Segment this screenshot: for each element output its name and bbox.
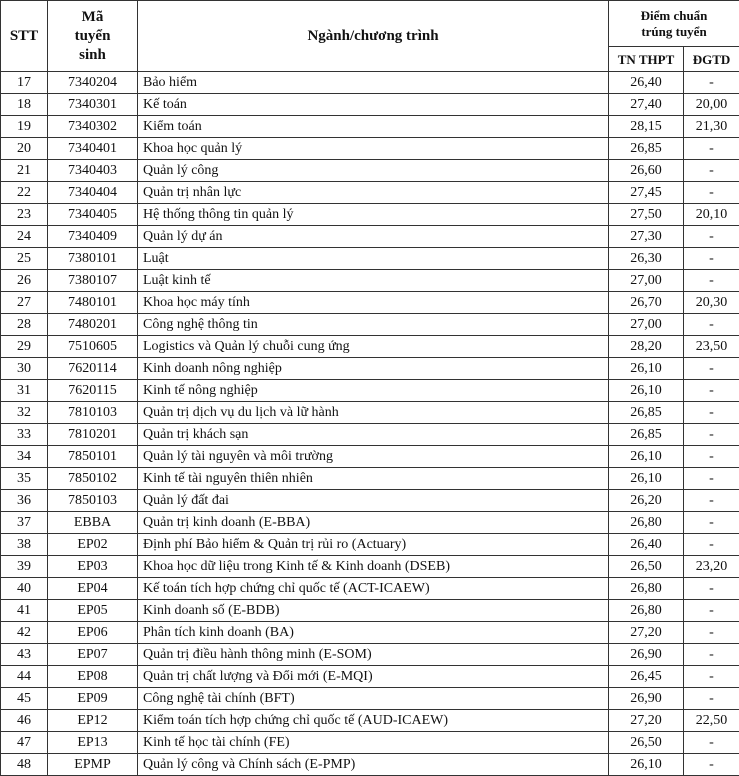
cell-nganh: Quản trị nhân lực (138, 182, 609, 204)
cell-stt: 47 (1, 732, 48, 754)
table-row (1, 116, 739, 138)
cell-dgtd: - (684, 468, 739, 490)
cell-nganh: Luật (138, 248, 609, 270)
cell-tn-thpt: 26,80 (609, 578, 684, 600)
cell-nganh: Khoa học quản lý (138, 138, 609, 160)
table-row (1, 72, 739, 94)
table-row (1, 688, 739, 710)
cell-ma-tuyen-sinh: 7380107 (48, 270, 138, 292)
table-row (1, 578, 739, 600)
cell-tn-thpt: 28,15 (609, 116, 684, 138)
cell-nganh: Kế toán (138, 94, 609, 116)
header-stt: STT (1, 1, 48, 72)
cell-ma-tuyen-sinh: EP07 (48, 644, 138, 666)
cell-ma-tuyen-sinh: EP08 (48, 666, 138, 688)
cell-stt: 41 (1, 600, 48, 622)
header-ma-line1: Mã (52, 8, 133, 27)
table-row (1, 490, 739, 512)
cell-stt: 38 (1, 534, 48, 556)
cell-nganh: Kế toán tích hợp chứng chỉ quốc tế (ACT-ICAEW) (138, 578, 609, 600)
table-row (1, 556, 739, 578)
cell-stt: 27 (1, 292, 48, 314)
table-row (1, 204, 739, 226)
cell-tn-thpt: 26,50 (609, 556, 684, 578)
table-row (1, 336, 739, 358)
cell-tn-thpt: 26,45 (609, 666, 684, 688)
header-diem-line1: Điểm chuẩn (613, 8, 735, 24)
cell-dgtd: - (684, 732, 739, 754)
table-row (1, 358, 739, 380)
cell-nganh: Kinh doanh số (E-BDB) (138, 600, 609, 622)
cell-nganh: Công nghệ tài chính (BFT) (138, 688, 609, 710)
cell-dgtd: - (684, 622, 739, 644)
cell-dgtd: 23,20 (684, 556, 739, 578)
table-body (1, 72, 739, 776)
cell-tn-thpt: 27,30 (609, 226, 684, 248)
cell-tn-thpt: 27,45 (609, 182, 684, 204)
cell-ma-tuyen-sinh: 7340401 (48, 138, 138, 160)
table-row (1, 732, 739, 754)
table-row (1, 644, 739, 666)
cell-stt: 26 (1, 270, 48, 292)
cell-nganh: Kinh tế nông nghiệp (138, 380, 609, 402)
cell-dgtd: - (684, 446, 739, 468)
cell-ma-tuyen-sinh: EPMP (48, 754, 138, 776)
table-row (1, 446, 739, 468)
table-row (1, 402, 739, 424)
cell-dgtd: 21,30 (684, 116, 739, 138)
cell-dgtd: - (684, 512, 739, 534)
cell-ma-tuyen-sinh: 7340409 (48, 226, 138, 248)
cell-dgtd: - (684, 72, 739, 94)
cell-ma-tuyen-sinh: 7480101 (48, 292, 138, 314)
cell-dgtd: - (684, 182, 739, 204)
cell-dgtd: 23,50 (684, 336, 739, 358)
table-row (1, 248, 739, 270)
cell-tn-thpt: 26,10 (609, 446, 684, 468)
cell-stt: 18 (1, 94, 48, 116)
header-nganh: Ngành/chương trình (138, 1, 609, 72)
cell-ma-tuyen-sinh: 7340405 (48, 204, 138, 226)
table-row (1, 182, 739, 204)
cell-nganh: Quản lý đất đai (138, 490, 609, 512)
table-row (1, 666, 739, 688)
cell-nganh: Quản lý dự án (138, 226, 609, 248)
cell-stt: 39 (1, 556, 48, 578)
cell-stt: 21 (1, 160, 48, 182)
table-row (1, 468, 739, 490)
cell-stt: 17 (1, 72, 48, 94)
cell-dgtd: - (684, 578, 739, 600)
cell-tn-thpt: 27,00 (609, 314, 684, 336)
table-header (1, 1, 739, 72)
cell-stt: 48 (1, 754, 48, 776)
cell-ma-tuyen-sinh: 7340302 (48, 116, 138, 138)
cell-dgtd: - (684, 534, 739, 556)
table-row (1, 226, 739, 248)
cell-stt: 46 (1, 710, 48, 732)
cell-ma-tuyen-sinh: 7810103 (48, 402, 138, 424)
cell-nganh: Hệ thống thông tin quản lý (138, 204, 609, 226)
cell-nganh: Công nghệ thông tin (138, 314, 609, 336)
table-row (1, 160, 739, 182)
table-row (1, 710, 739, 732)
cell-dgtd: - (684, 644, 739, 666)
table-row (1, 380, 739, 402)
cell-ma-tuyen-sinh: 7340204 (48, 72, 138, 94)
cell-stt: 25 (1, 248, 48, 270)
cell-ma-tuyen-sinh: 7850103 (48, 490, 138, 512)
cell-tn-thpt: 27,20 (609, 622, 684, 644)
table-row (1, 138, 739, 160)
cell-stt: 45 (1, 688, 48, 710)
cell-tn-thpt: 26,40 (609, 72, 684, 94)
cell-stt: 34 (1, 446, 48, 468)
cell-dgtd: 20,10 (684, 204, 739, 226)
cell-ma-tuyen-sinh: EP03 (48, 556, 138, 578)
cell-stt: 33 (1, 424, 48, 446)
cell-nganh: Luật kinh tế (138, 270, 609, 292)
cell-nganh: Khoa học dữ liệu trong Kinh tế & Kinh doanh (DSEB) (138, 556, 609, 578)
cell-nganh: Kiểm toán (138, 116, 609, 138)
cell-stt: 32 (1, 402, 48, 424)
cell-tn-thpt: 26,90 (609, 688, 684, 710)
cell-stt: 44 (1, 666, 48, 688)
cell-ma-tuyen-sinh: EP13 (48, 732, 138, 754)
cell-tn-thpt: 27,20 (609, 710, 684, 732)
cell-ma-tuyen-sinh: 7620115 (48, 380, 138, 402)
cell-dgtd: - (684, 490, 739, 512)
cell-dgtd: - (684, 160, 739, 182)
cell-ma-tuyen-sinh: EP09 (48, 688, 138, 710)
cell-tn-thpt: 26,60 (609, 160, 684, 182)
cell-ma-tuyen-sinh: 7480201 (48, 314, 138, 336)
cell-ma-tuyen-sinh: 7850102 (48, 468, 138, 490)
cell-tn-thpt: 26,70 (609, 292, 684, 314)
cell-dgtd: 20,00 (684, 94, 739, 116)
cell-ma-tuyen-sinh: 7810201 (48, 424, 138, 446)
cell-ma-tuyen-sinh: 7340301 (48, 94, 138, 116)
cell-nganh: Quản trị dịch vụ du lịch và lữ hành (138, 402, 609, 424)
cell-dgtd: - (684, 380, 739, 402)
table-row (1, 622, 739, 644)
cell-nganh: Logistics và Quản lý chuỗi cung ứng (138, 336, 609, 358)
cell-stt: 19 (1, 116, 48, 138)
cell-stt: 23 (1, 204, 48, 226)
cell-stt: 40 (1, 578, 48, 600)
header-diem-chuan (609, 1, 739, 47)
cell-tn-thpt: 26,10 (609, 468, 684, 490)
cell-tn-thpt: 26,20 (609, 490, 684, 512)
cell-tn-thpt: 27,40 (609, 94, 684, 116)
cell-tn-thpt: 26,10 (609, 380, 684, 402)
cell-nganh: Quản trị kinh doanh (E-BBA) (138, 512, 609, 534)
table-row (1, 94, 739, 116)
cell-dgtd: - (684, 688, 739, 710)
cell-tn-thpt: 28,20 (609, 336, 684, 358)
cell-stt: 42 (1, 622, 48, 644)
cell-nganh: Kiểm toán tích hợp chứng chỉ quốc tế (AUD-ICAEW) (138, 710, 609, 732)
cell-ma-tuyen-sinh: EP12 (48, 710, 138, 732)
cell-tn-thpt: 27,00 (609, 270, 684, 292)
header-dgtd: ĐGTD (684, 47, 739, 72)
cell-dgtd: - (684, 666, 739, 688)
cell-ma-tuyen-sinh: EP04 (48, 578, 138, 600)
table-row (1, 270, 739, 292)
cell-dgtd: - (684, 248, 739, 270)
cell-ma-tuyen-sinh: 7620114 (48, 358, 138, 380)
cell-tn-thpt: 26,50 (609, 732, 684, 754)
cell-dgtd: - (684, 600, 739, 622)
cell-dgtd: - (684, 314, 739, 336)
cell-dgtd: - (684, 754, 739, 776)
table-row (1, 424, 739, 446)
cell-ma-tuyen-sinh: 7850101 (48, 446, 138, 468)
cell-dgtd: 22,50 (684, 710, 739, 732)
table-row (1, 292, 739, 314)
cell-stt: 43 (1, 644, 48, 666)
cell-stt: 36 (1, 490, 48, 512)
cell-nganh: Quản trị khách sạn (138, 424, 609, 446)
cell-tn-thpt: 26,85 (609, 402, 684, 424)
cell-tn-thpt: 27,50 (609, 204, 684, 226)
table-row (1, 754, 739, 776)
cell-ma-tuyen-sinh: 7340404 (48, 182, 138, 204)
header-ma-line2: tuyển (52, 27, 133, 46)
table-row (1, 512, 739, 534)
cell-tn-thpt: 26,80 (609, 512, 684, 534)
cell-nganh: Quản trị điều hành thông minh (E-SOM) (138, 644, 609, 666)
header-tn-thpt: TN THPT (609, 47, 684, 72)
cell-dgtd: - (684, 358, 739, 380)
cell-tn-thpt: 26,85 (609, 424, 684, 446)
cell-stt: 35 (1, 468, 48, 490)
cell-nganh: Quản trị chất lượng và Đổi mới (E-MQI) (138, 666, 609, 688)
header-diem-line2: trúng tuyển (613, 24, 735, 40)
cell-nganh: Kinh tế học tài chính (FE) (138, 732, 609, 754)
cell-stt: 30 (1, 358, 48, 380)
cell-nganh: Kinh tế tài nguyên thiên nhiên (138, 468, 609, 490)
cell-stt: 31 (1, 380, 48, 402)
cell-stt: 20 (1, 138, 48, 160)
cell-tn-thpt: 26,85 (609, 138, 684, 160)
cell-stt: 37 (1, 512, 48, 534)
cell-ma-tuyen-sinh: 7380101 (48, 248, 138, 270)
cell-ma-tuyen-sinh: 7340403 (48, 160, 138, 182)
cell-tn-thpt: 26,10 (609, 358, 684, 380)
cell-nganh: Bảo hiểm (138, 72, 609, 94)
cell-dgtd: - (684, 138, 739, 160)
cell-nganh: Phân tích kinh doanh (BA) (138, 622, 609, 644)
header-ma-tuyen-sinh (48, 1, 138, 72)
cell-stt: 24 (1, 226, 48, 248)
cell-nganh: Quản lý tài nguyên và môi trường (138, 446, 609, 468)
cell-stt: 29 (1, 336, 48, 358)
cell-tn-thpt: 26,40 (609, 534, 684, 556)
cell-tn-thpt: 26,80 (609, 600, 684, 622)
cell-dgtd: - (684, 270, 739, 292)
cell-nganh: Khoa học máy tính (138, 292, 609, 314)
cell-dgtd: - (684, 424, 739, 446)
table-row (1, 600, 739, 622)
cell-nganh: Kinh doanh nông nghiệp (138, 358, 609, 380)
cell-nganh: Quản lý công và Chính sách (E-PMP) (138, 754, 609, 776)
cell-ma-tuyen-sinh: EP06 (48, 622, 138, 644)
header-ma-line3: sinh (52, 46, 133, 65)
cell-dgtd: - (684, 226, 739, 248)
cell-nganh: Quản lý công (138, 160, 609, 182)
cell-stt: 28 (1, 314, 48, 336)
cell-ma-tuyen-sinh: 7510605 (48, 336, 138, 358)
cell-dgtd: - (684, 402, 739, 424)
cell-dgtd: 20,30 (684, 292, 739, 314)
cell-tn-thpt: 26,30 (609, 248, 684, 270)
cell-tn-thpt: 26,10 (609, 754, 684, 776)
cell-ma-tuyen-sinh: EP02 (48, 534, 138, 556)
cell-ma-tuyen-sinh: EBBA (48, 512, 138, 534)
cell-tn-thpt: 26,90 (609, 644, 684, 666)
table-row (1, 534, 739, 556)
cell-stt: 22 (1, 182, 48, 204)
cell-nganh: Định phí Bảo hiểm & Quản trị rủi ro (Actuary) (138, 534, 609, 556)
table-row (1, 314, 739, 336)
cell-ma-tuyen-sinh: EP05 (48, 600, 138, 622)
